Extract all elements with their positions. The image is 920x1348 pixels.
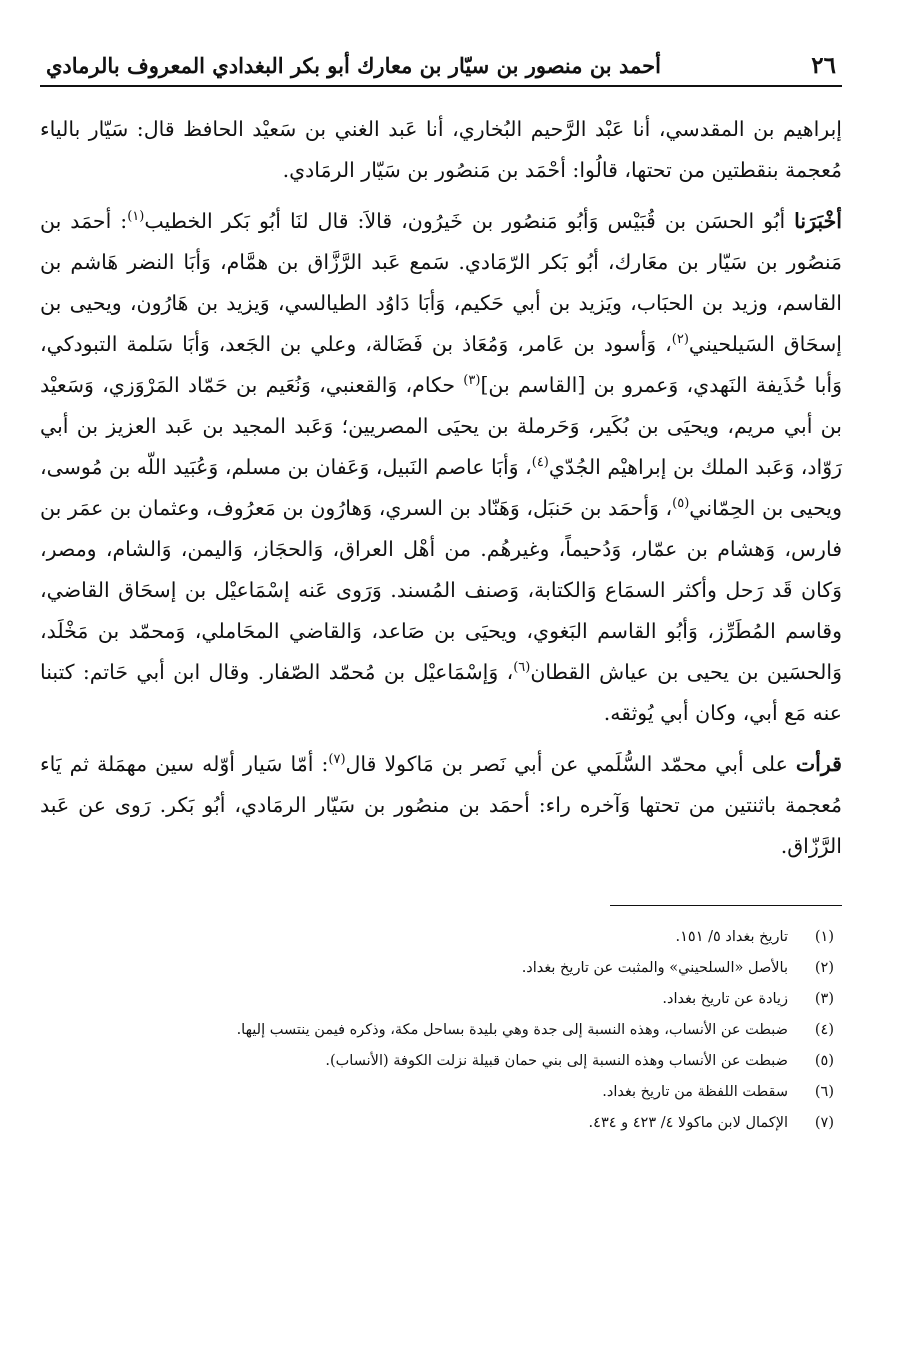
footnote-text: بالأصل «السلحيني» والمثبت عن تاريخ بغداد. xyxy=(521,960,788,976)
text-segment: : أمّا سَيار أوّله سين مهمَلة ثم يَاء مُعجمة باثنتين من تحتها وَآخره راء: أحمَد بن منصُور بن سَيّار الرمَادي، أبُو بَكر. رَوى عن عَبد الرَّزّاق. xyxy=(40,752,842,858)
footnote-text: تاريخ بغداد ٥/ ١٥١. xyxy=(675,929,788,945)
footnote-text: الإكمال لابن ماكولا ٤/ ٤٢٣ و ٤٣٤. xyxy=(588,1115,788,1131)
footnote-number: (٦) xyxy=(814,1084,834,1100)
text-segment: ، وَأبَا عاصم النَبيل، وَعَفان بن مسلم، وَعُبَيد اللّه بن مُوسى، ويحيى بن الحِمّاني xyxy=(40,455,842,520)
footnote-text: زيادة عن تاريخ بغداد. xyxy=(662,991,788,1007)
footnote-ref: (٢) xyxy=(671,332,689,348)
footnote-number: (٧) xyxy=(814,1115,834,1131)
footnote-item xyxy=(40,984,834,1015)
footnote-text: ضبطت عن الأنساب، وهذه النسبة إلى جدة وهي بليدة بساحل مكة، وذكره فيمن ينتسب إليها. xyxy=(236,1022,788,1038)
footnote-item xyxy=(40,922,834,953)
footnote-number: (٣) xyxy=(814,991,834,1007)
footnote-item xyxy=(40,1077,834,1108)
footnote-number: (٢) xyxy=(814,960,834,976)
text-segment: ، وَأسود بن عَامر، وَمُعَاذ بن فَضَالة، وعلي بن الجَعد، وَأبَا سَلمة التبودكي، وَأبا حُذَيفة النَهدي، وَعمرو بن [القاسم بن] xyxy=(40,332,842,397)
footnote-number: (٥) xyxy=(814,1053,834,1069)
text-segment: : أحمَد بن مَنصُور بن سَيّار بن معَارك، أبُو بَكر الرّمَادي. سَمع عَبد الرَّزَّاق بن همَّام، وَأبَا النضر هَاشم بن القاسم، وزيد بن الحبَاب، ويَزيد بن أبي حَكيم، وَأبَا دَاوُد الطيالسي، وَيزيد بن هَارُون، ويحيى بن إسحَاق السَيلحيني xyxy=(40,209,842,356)
footnote-item xyxy=(40,1046,834,1077)
page-header xyxy=(40,52,842,87)
text-segment: على أبي محمّد السُّلَمي عن أبي نَصر بن مَاكولا قال xyxy=(345,752,796,776)
main-text xyxy=(40,109,842,867)
footnotes-list xyxy=(40,922,842,1139)
footnote-item xyxy=(40,1015,834,1046)
footnote-ref: (٦) xyxy=(513,660,531,676)
footnote-text: سقطت اللفظة من تاريخ بغداد. xyxy=(602,1084,788,1100)
footnote-ref: (١) xyxy=(127,209,145,225)
footnote-item xyxy=(40,1108,834,1139)
paragraph xyxy=(40,744,842,867)
text-segment: حكام، وَالقعنبي، وَنُعَيم بن حَمّاد المَرْوَزي، وَسَعيْد بن أبي مريم، ويحيَى بن بُكَير، وَحَرملة بن يحيَى المصريين؛ وَعَبد المجيد بن عَبد العزيز بن أبي رَوّاد، وَعَبد الملك بن إبراهيْم الجُدّي xyxy=(40,373,842,479)
page-number: ٢٦ xyxy=(811,52,836,79)
footnote-ref: (٣) xyxy=(463,373,481,389)
lead-word: أخْبَرَنا xyxy=(794,209,842,233)
text-segment: أبُو الحسَن بن قُبَيْس وَأبُو مَنصُور بن خَيرُون، قالاَ: قال لنَا أبُو بَكر الخطيب xyxy=(144,209,795,233)
footnote-number: (١) xyxy=(814,929,834,945)
footnotes-divider xyxy=(610,905,842,906)
footnote-number: (٤) xyxy=(814,1022,834,1038)
footnote-ref: (٥) xyxy=(672,496,690,512)
text-segment: إبراهيم بن المقدسي، أنا عَبْد الرَّحيم البُخاري، أنا عَبد الغني بن سَعيْد الحافظ قال: سَيّار بالياء مُعجمة بنقطتين من تحتها، قالُوا: أحْمَد بن مَنصُور بن سَيّار الرمَادي. xyxy=(40,117,842,182)
footnote-item xyxy=(40,953,834,984)
running-title: أحمد بن منصور بن سيّار بن معارك أبو بكر البغدادي المعروف بالرمادي xyxy=(46,53,661,78)
footnote-ref: (٤) xyxy=(531,455,549,471)
paragraph xyxy=(40,109,842,191)
footnote-ref: (٧) xyxy=(328,752,346,768)
footnote-text: ضبطت عن الأنساب وهذه النسبة إلى بني حمان قبيلة نزلت الكوفة (الأنساب). xyxy=(325,1053,788,1069)
text-segment: ، وَإسْمَاعيْل بن مُحمّد الصّفار. وقال ابن أبي حَاتم: كتبنا عنه مَع أبي، وكان أبي يُوثقه. xyxy=(40,660,842,725)
lead-word: قرأت xyxy=(795,752,842,776)
paragraph xyxy=(40,201,842,734)
text-segment: ، وَأحمَد بن حَنبَل، وَهَنّاد بن السري، وَهارُون بن مَعرُوف، وعثمان بن عمَر بن فارس، وَهشام بن عمّار، وَدُحيماً، وغيرهُم. من أهْل العراق، وَالحجَاز، وَاليمن، وَالشام، ومصر، وَكان قَد رَحل وأكثر السمَاع وَالكتابة، وَصنف المُسند. وَرَوى عَنه إسْمَاعيْل بن إسحَاق القاضي، وقاسم المُطَرِّز، وَأبُو القاسم البَغوي، ويحيَى بن صَاعد، وَالقاضي المحَاملي، وَمحمّد بن مَخْلَد، وَالحسَين بن يحيى بن عياش القطان xyxy=(40,496,843,684)
